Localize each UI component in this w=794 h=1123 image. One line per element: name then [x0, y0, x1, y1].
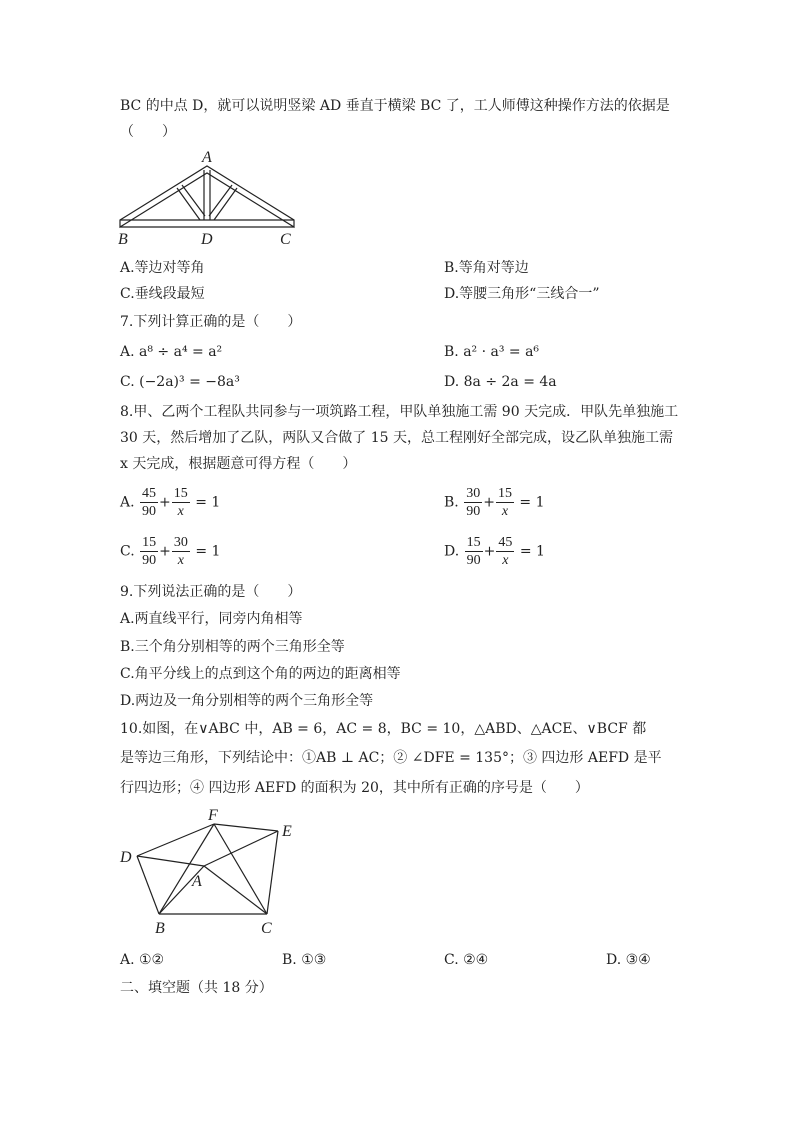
truss-label-d: D: [201, 231, 213, 248]
q7-option-c: C. (−2a)³ = −8a³: [120, 374, 240, 390]
fraction: $\frac{15}{90}$: [142, 535, 157, 568]
q7-option-a: A. a⁸ ÷ a⁴ = a²: [120, 344, 223, 360]
q10-stem-line3: 行四边形；④ 四边形 AEFD 的面积为 20，其中所有正确的序号是（ ）: [120, 780, 589, 796]
fig10-label-a: A: [192, 873, 202, 890]
q9-option-a: A.两直线平行，同旁内角相等: [120, 611, 303, 627]
q8-stem-line2: 30 天，然后增加了乙队，两队又合做了 15 天，总工程刚好全部完成，设乙队单独施工需: [120, 430, 673, 446]
fig10-label-f: F: [208, 807, 218, 824]
pentagon-figure: [112, 806, 312, 941]
q7-option-b: B. a² · a³ = a⁶: [444, 344, 540, 360]
q9-option-b: B.三个角分别相等的两个三角形全等: [120, 639, 345, 655]
section-heading: 二、填空题（共 18 分）: [120, 980, 273, 996]
q7-stem: 7.下列计算正确的是（ ）: [120, 314, 302, 330]
q6-option-b: B.等角对等边: [444, 260, 529, 276]
q6-stem-line1: BC 的中点 D，就可以说明竖梁 AD 垂直于横梁 BC 了，工人师傅这种操作方法的依据是: [120, 98, 670, 114]
q7-option-d: D. 8a ÷ 2a = 4a: [444, 374, 557, 390]
fraction: $\frac{30}{90}$: [466, 486, 481, 519]
fraction: $\frac{15}{x}$: [173, 486, 188, 519]
q10-option-a: A. ①②: [120, 952, 165, 968]
q6-option-c: C.垂线段最短: [120, 286, 205, 302]
truss-label-b: B: [118, 231, 128, 248]
q10-option-b: B. ①③: [282, 952, 327, 968]
fig10-label-b: B: [155, 920, 165, 937]
q8-option-a: A. $\frac{45}{90}$ + $\frac{15}{x}$ = 1: [120, 486, 221, 519]
q6-stem-line2: （ ）: [120, 124, 176, 140]
q10-stem-line2: 是等边三角形，下列结论中：①AB ⊥ AC；② ∠DFE = 135°；③ 四边形 AEFD 是平: [120, 750, 662, 766]
q10-option-d: D. ③④: [606, 952, 651, 968]
fraction: $\frac{45}{x}$: [498, 535, 513, 568]
q10-stem-line1: 10.如图，在∨ABC 中，AB = 6，AC = 8，BC = 10，△ABD、△ACE、∨BCF 都: [120, 721, 647, 737]
q10-option-c: C. ②④: [444, 952, 489, 968]
fig10-label-d: D: [120, 849, 132, 866]
fig10-label-e: E: [282, 823, 292, 840]
q6-option-a: A.等边对等角: [120, 260, 205, 276]
q9-option-c: C.角平分线上的点到这个角的两边的距离相等: [120, 666, 401, 682]
fraction: $\frac{15}{90}$: [466, 535, 481, 568]
fig10-label-c: C: [261, 920, 272, 937]
q8-option-d: D. $\frac{15}{90}$ + $\frac{45}{x}$ = 1: [444, 535, 545, 568]
q9-option-d: D.两边及一角分别相等的两个三角形全等: [120, 693, 374, 709]
q6-option-d: D.等腰三角形“三线合一”: [444, 286, 600, 302]
truss-label-c: C: [280, 231, 291, 248]
q8-option-b: B. $\frac{30}{90}$ + $\frac{15}{x}$ = 1: [444, 486, 545, 519]
q8-option-c: C. $\frac{15}{90}$ + $\frac{30}{x}$ = 1: [120, 535, 221, 568]
fraction: $\frac{45}{90}$: [142, 486, 157, 519]
fraction: $\frac{15}{x}$: [497, 486, 512, 519]
q9-stem: 9.下列说法正确的是（ ）: [120, 584, 302, 600]
fraction: $\frac{30}{x}$: [173, 535, 188, 568]
q8-stem-line3: x 天完成，根据题意可得方程（ ）: [120, 456, 357, 472]
q8-stem-line1: 8.甲、乙两个工程队共同参与一项筑路工程，甲队单独施工需 90 天完成．甲队先单独施工: [120, 404, 679, 420]
truss-figure: [112, 148, 302, 248]
truss-label-a: A: [202, 149, 212, 166]
